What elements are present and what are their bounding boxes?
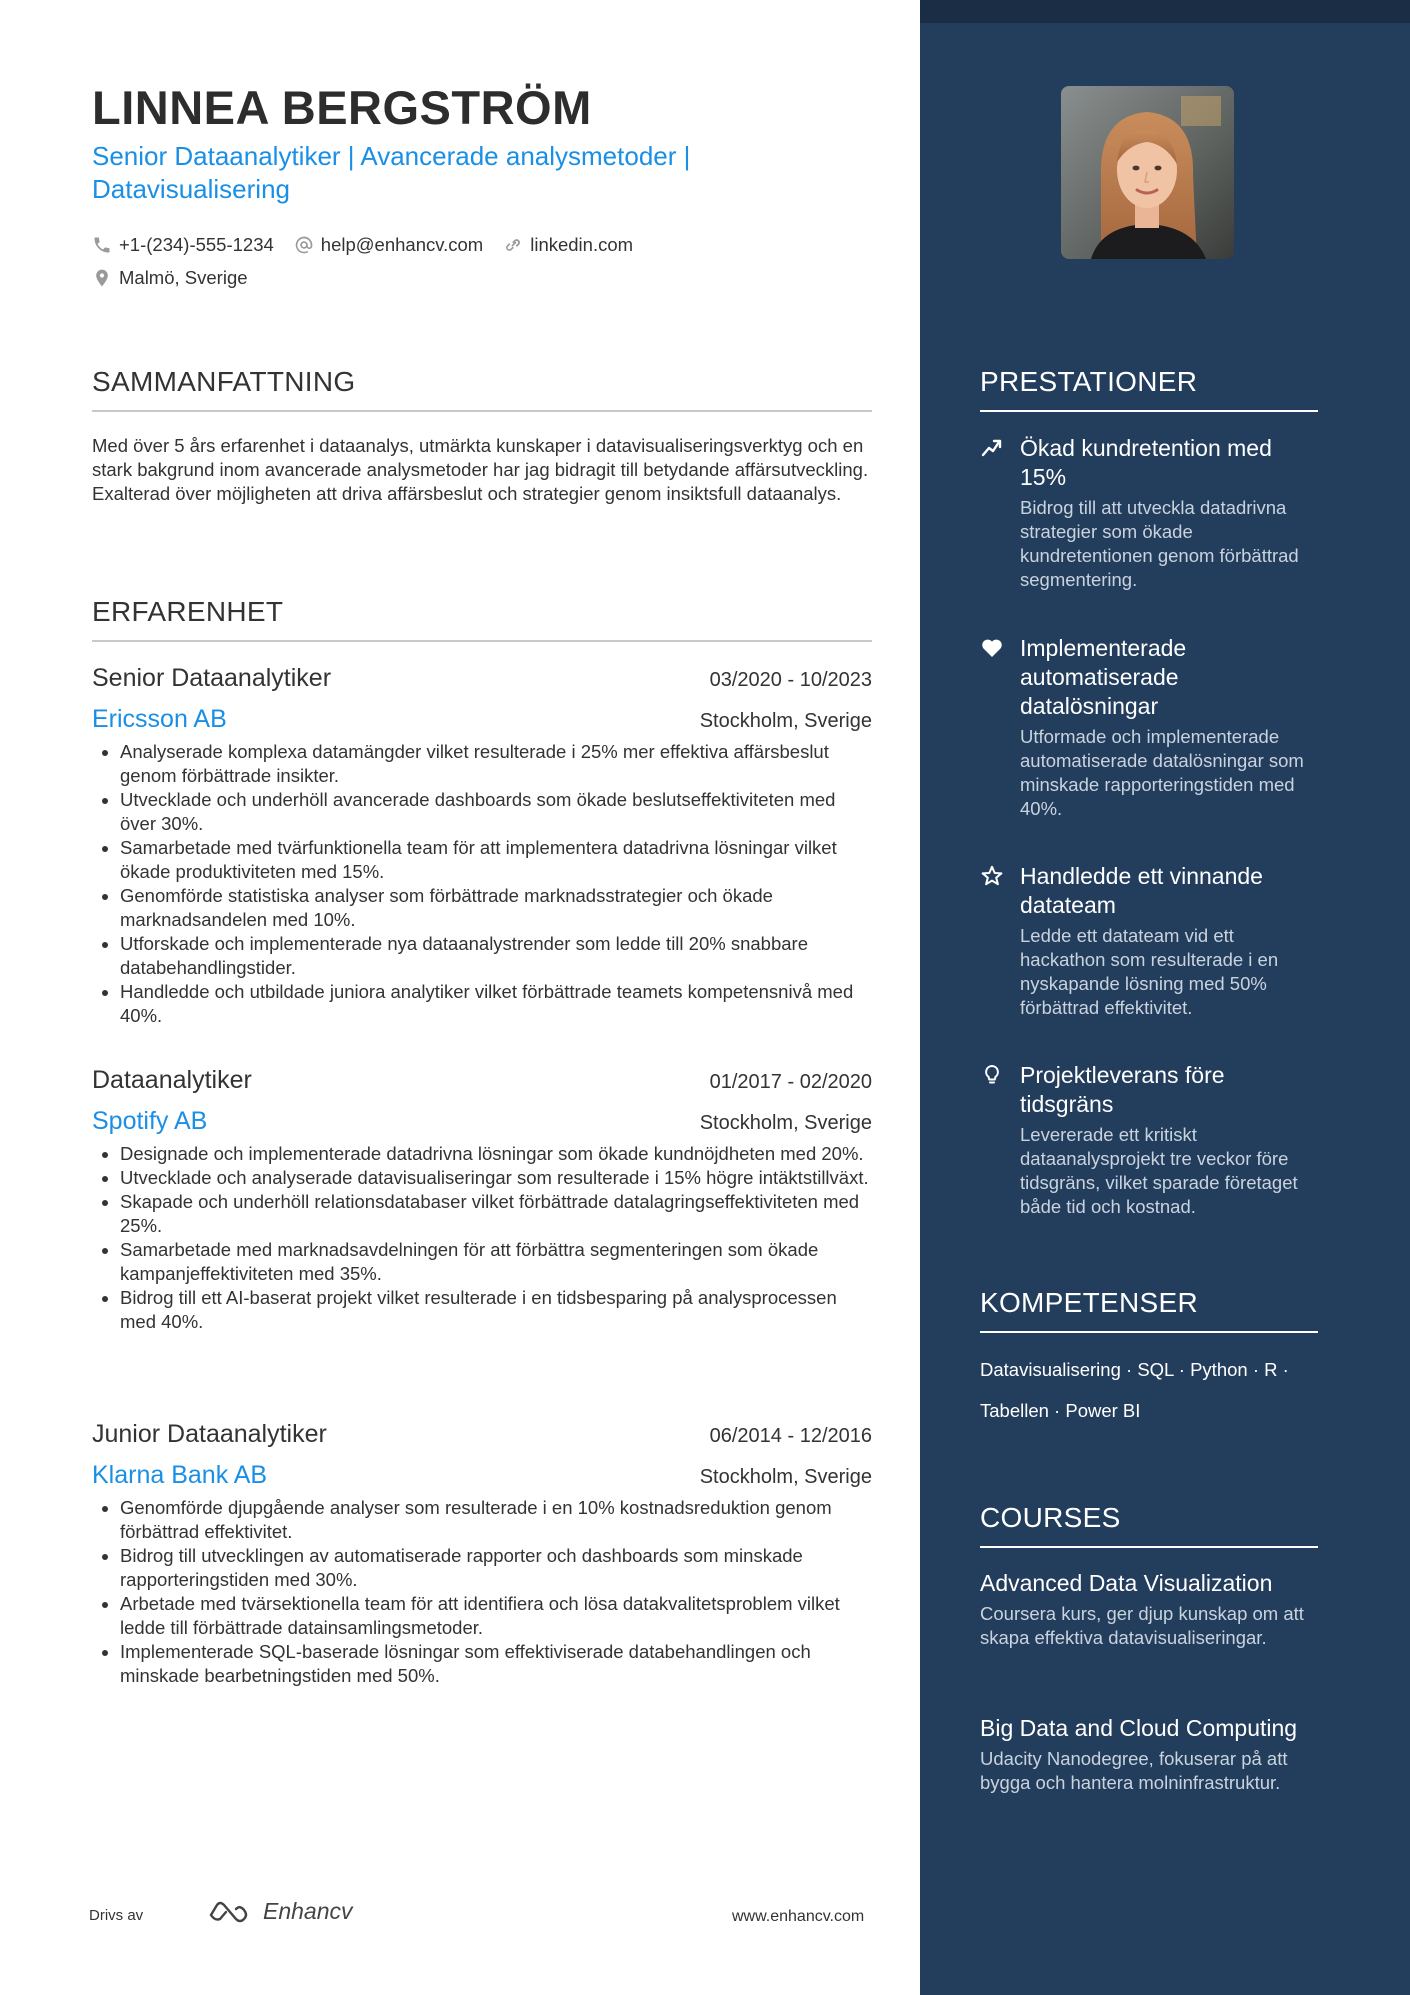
achievement-desc: Utformade och implementerade automatiserade datalösningar som minskade rapporteringstiden med 40%. xyxy=(1020,726,1304,819)
linkedin-text: linkedin.com xyxy=(530,233,634,255)
skills-section-title xyxy=(980,1287,1318,1333)
bullet-item: • Utvecklade och analyserade datavisualiseringar som resulterade i 15% högre intäktstillväxt. xyxy=(120,1166,872,1190)
course-title: Advanced Data Visualization xyxy=(980,1570,1273,1596)
course-desc: Udacity Nanodegree, fokuserar på att bygga och hantera molninfrastruktur. xyxy=(980,1748,1288,1793)
location-text: Malmö, Sverige xyxy=(119,266,248,288)
contact-email[interactable] xyxy=(294,234,483,256)
job-bullets xyxy=(92,1142,872,1334)
brand-name: Enhancv xyxy=(263,1898,353,1924)
bullet-item: • Genomförde statistiska analyser som förbättrade marknadsstrategier och ökade marknadsandelen med 10%. xyxy=(120,884,872,932)
bullet-item: • Bidrog till utvecklingen av automatiserade rapporter och dashboards som minskade rapporteringstiden med 30%. xyxy=(120,1544,872,1592)
achievement-title: Projektleverans före tidsgräns xyxy=(1020,1062,1225,1117)
skills-line: Datavisualisering · SQL · Python · R · xyxy=(980,1359,1289,1380)
course-title: Big Data and Cloud Computing xyxy=(980,1715,1298,1741)
profile-photo xyxy=(1061,86,1234,259)
phone-text: +1-(234)-555-1234 xyxy=(119,233,274,255)
enhancv-logo[interactable] xyxy=(207,1898,353,1925)
contact-linkedin[interactable] xyxy=(503,234,633,256)
divider xyxy=(92,640,872,642)
company-name: Spotify AB xyxy=(92,1107,208,1135)
job-title: Dataanalytiker xyxy=(92,1066,252,1094)
job-location: Stockholm, Sverige xyxy=(699,1466,872,1488)
job-bullets xyxy=(92,740,872,1028)
achievement-desc: Levererade ett kritiskt dataanalysprojekt tre veckor före tidsgräns, vilket sparade företaget både tid och kostnad. xyxy=(1020,1124,1298,1217)
experience-section-title xyxy=(92,596,872,642)
bullet-item: • Skapade och underhöll relationsdatabaser vilket förbättrade datalagringseffektiviteten med 25%. xyxy=(120,1190,872,1238)
divider xyxy=(980,410,1318,412)
at-icon xyxy=(294,235,314,255)
achievement-item xyxy=(980,1061,1318,1219)
job-dates: 03/2020 - 10/2023 xyxy=(709,669,872,691)
bullet-item: • Utforskade och implementerade nya dataanalystrender som ledde till 20% snabbare databehandlingstider. xyxy=(120,932,872,980)
job-entry xyxy=(92,1066,872,1334)
achievement-desc: Bidrog till att utveckla datadrivna strategier som ökade kundretentionen genom förbättrad segmentering. xyxy=(1020,497,1299,590)
company-name: Ericsson AB xyxy=(92,705,227,733)
infinity-logo-icon xyxy=(207,1899,255,1925)
chart-growth-icon xyxy=(980,436,1004,460)
location-pin-icon xyxy=(92,268,112,288)
divider xyxy=(92,410,872,412)
divider xyxy=(980,1331,1318,1333)
bullet-item: • Samarbetade med tvärfunktionella team för att implementera datadrivna lösningar vilket ökade produktiviteten med 15%. xyxy=(120,836,872,884)
achievement-item xyxy=(980,434,1318,592)
link-icon xyxy=(503,235,523,255)
bullet-item: • Utvecklade och underhöll avancerade dashboards som ökade beslutseffektiviteten med över 30%. xyxy=(120,788,872,836)
job-location: Stockholm, Sverige xyxy=(699,710,872,732)
bullet-item: • Arbetade med tvärsektionella team för att identifiera och lösa datakvalitetsproblem vilket ledde till förbättrade datainsamlingsmetoder. xyxy=(120,1592,872,1640)
job-title: Senior Dataanalytiker xyxy=(92,664,332,692)
job-title: Junior Dataanalytiker xyxy=(92,1420,327,1448)
achievements-heading: PRESTATIONER xyxy=(980,366,1198,397)
job-location: Stockholm, Sverige xyxy=(699,1112,872,1134)
footer-url[interactable]: www.enhancv.com xyxy=(732,1908,865,1925)
phone-icon xyxy=(92,235,112,255)
bullet-item: • Samarbetade med marknadsavdelningen för att förbättra segmenteringen som ökade kampanjeffektiviteten med 35%. xyxy=(120,1238,872,1286)
candidate-name: LINNEA BERGSTRÖM xyxy=(92,81,592,134)
courses-heading: COURSES xyxy=(980,1502,1121,1533)
lightbulb-icon xyxy=(980,1063,1004,1087)
divider xyxy=(980,1546,1318,1548)
portrait-image xyxy=(1061,86,1234,259)
experience-heading: ERFARENHET xyxy=(92,596,284,627)
achievement-item xyxy=(980,634,1318,821)
skills-line: Tabellen · Power BI xyxy=(980,1400,1141,1421)
bullet-item: • Bidrog till ett AI-baserat projekt vilket resulterade i en tidsbesparing på analysprocessen med 40%. xyxy=(120,1286,872,1334)
achievements-section-title xyxy=(980,366,1318,412)
headline: Senior Dataanalytiker | Avancerade analysmetoder | Datavisualisering xyxy=(92,141,691,204)
powered-by-label: Drivs av xyxy=(89,1907,144,1924)
bullet-item: • Handledde och utbildade juniora analytiker vilket förbättrade teamets kompetensnivå med 40%. xyxy=(120,980,872,1028)
achievement-title: Handledde ett vinnande datateam xyxy=(1020,863,1263,918)
summary-heading: SAMMANFATTNING xyxy=(92,366,356,397)
achievement-item xyxy=(980,862,1318,1020)
job-dates: 06/2014 - 12/2016 xyxy=(709,1425,872,1447)
bullet-item: • Implementerade SQL-baserade lösningar som effektiviserade databehandlingen och minskade bearbetningstiden med 50%. xyxy=(120,1640,872,1688)
summary-section-title xyxy=(92,366,872,412)
star-icon xyxy=(980,864,1004,888)
bullet-item: • Analyserade komplexa datamängder vilket resulterade i 25% mer effektiva affärsbeslut genom förbättrade insikter. xyxy=(120,740,872,788)
skills-list xyxy=(980,1349,1318,1431)
achievement-title: Implementerade automatiserade datalösningar xyxy=(1020,635,1187,719)
contact-phone[interactable] xyxy=(92,234,274,256)
email-text: help@enhancv.com xyxy=(320,233,484,255)
course-item xyxy=(980,1714,1318,1795)
course-item xyxy=(980,1569,1318,1650)
achievement-title: Ökad kundretention med 15% xyxy=(1020,435,1272,490)
summary-text: Med över 5 års erfarenhet i dataanalys, utmärkta kunskaper i datavisualiseringsverktyg och en stark bakgrund inom avancerade analysmetoder har jag bidragit till betydande affärsutveckling. Exalterad över möjligheten att driva affärsbeslut och strategier genom insiktsfull dataanalys. xyxy=(92,435,869,504)
job-entry xyxy=(92,1420,872,1688)
heart-icon xyxy=(980,636,1004,660)
course-desc: Coursera kurs, ger djup kunskap om att skapa effektiva datavisualiseringar. xyxy=(980,1603,1304,1648)
job-bullets xyxy=(92,1496,872,1688)
company-name: Klarna Bank AB xyxy=(92,1461,268,1489)
bullet-item: • Genomförde djupgående analyser som resulterade i en 10% kostnadsreduktion genom förbättrad effektivitet. xyxy=(120,1496,872,1544)
job-entry xyxy=(92,664,872,1028)
sidebar-top-bar xyxy=(920,0,1410,23)
contact-info xyxy=(92,228,812,294)
skills-heading: KOMPETENSER xyxy=(980,1287,1199,1318)
bullet-item: • Designade och implementerade datadrivna lösningar som ökade kundnöjdheten med 20%. xyxy=(120,1142,872,1166)
job-dates: 01/2017 - 02/2020 xyxy=(709,1071,872,1093)
contact-location xyxy=(92,267,248,289)
courses-section-title xyxy=(980,1502,1318,1548)
achievement-desc: Ledde ett datateam vid ett hackathon som resulterade i en nyskapande lösning med 50% förbättrad effektivitet. xyxy=(1020,925,1279,1018)
